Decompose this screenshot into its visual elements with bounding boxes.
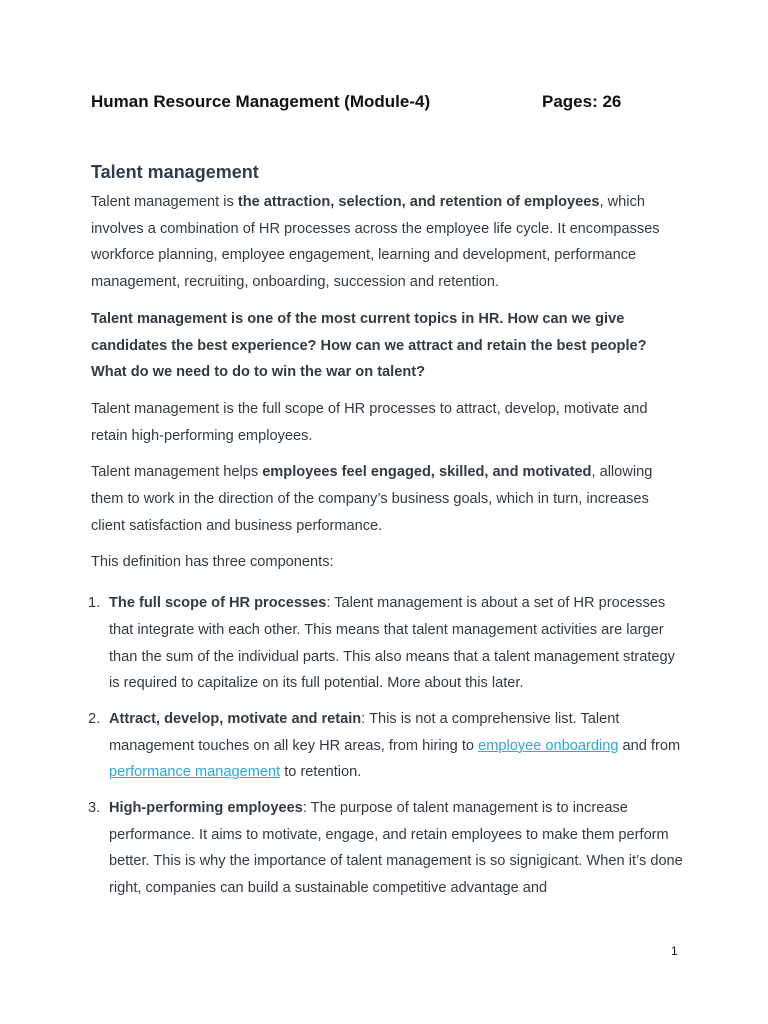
list-item-title: High-performing employees <box>109 800 303 817</box>
list-number: 2. <box>88 710 101 727</box>
page-count: Pages: 26 <box>542 92 622 111</box>
list-item <box>88 590 683 697</box>
section-heading: Talent management <box>91 162 259 182</box>
list-item-text: to retention. <box>280 764 362 781</box>
components-list <box>88 590 683 902</box>
paragraph-components-intro: This definition has three components: <box>91 554 334 571</box>
paragraph-text: Talent management helps <box>91 464 263 481</box>
list-item-title: Attract, develop, motivate and retain <box>109 710 362 727</box>
list-item-text: : This is not a comprehensive list. Talent management touches on all key HR areas, from hiring to <box>109 710 620 754</box>
bold-phrase: the attraction, selection, and retention of employees <box>237 194 600 210</box>
list-item <box>88 706 683 786</box>
list-number: 1. <box>88 595 101 612</box>
list-item-text: and from <box>618 737 681 754</box>
document-body <box>88 159 683 911</box>
paragraph-benefits <box>91 459 683 539</box>
document-title: Human Resource Management (Module-4) <box>91 92 431 111</box>
list-item-text: : Talent management is about a set of HR processes that integrate with each other. This means that talent management activities are larger than the sum of the individual parts. This also means that a talent management strategy is required to capitalize on its full potential. More about this later. <box>109 595 675 692</box>
list-number: 3. <box>88 800 101 817</box>
paragraph-definition <box>91 189 683 296</box>
paragraph-text: Talent management is <box>91 194 238 210</box>
list-item-text: : The purpose of talent management is to increase performance. It aims to motivate, engage, and retain employees to make them perform better. This is why the importance of talent management is so signigicant. When it’s done right, companies can build a sustainable competitive advantage and <box>109 800 683 897</box>
list-item-title: The full scope of HR processes <box>109 595 327 612</box>
list-item <box>88 795 683 902</box>
paragraph-questions: Talent management is one of the most current topics in HR. How can we give candidates the best experience? How can we attract and retain the best people? What do we need to do to win the war on talent? <box>91 310 647 381</box>
paragraph-text: , allowing them to work in the direction of the company’s business goals, which in turn, increases client satisfaction and business performance. <box>91 464 653 534</box>
performance-management-link[interactable]: performance management <box>109 764 281 781</box>
employee-onboarding-link[interactable]: employee onboarding <box>478 737 619 754</box>
bold-phrase: employees feel engaged, skilled, and motivated <box>262 464 592 481</box>
paragraph-text: , which involves a combination of HR processes across the employee life cycle. It encompasses workforce planning, employee engagement, learning and development, performance management, recruiting, onboarding, succession and retention. <box>91 194 660 291</box>
paragraph-scope: Talent management is the full scope of HR processes to attract, develop, motivate and retain high-performing employees. <box>91 400 648 444</box>
page-number: 1 <box>671 944 678 958</box>
